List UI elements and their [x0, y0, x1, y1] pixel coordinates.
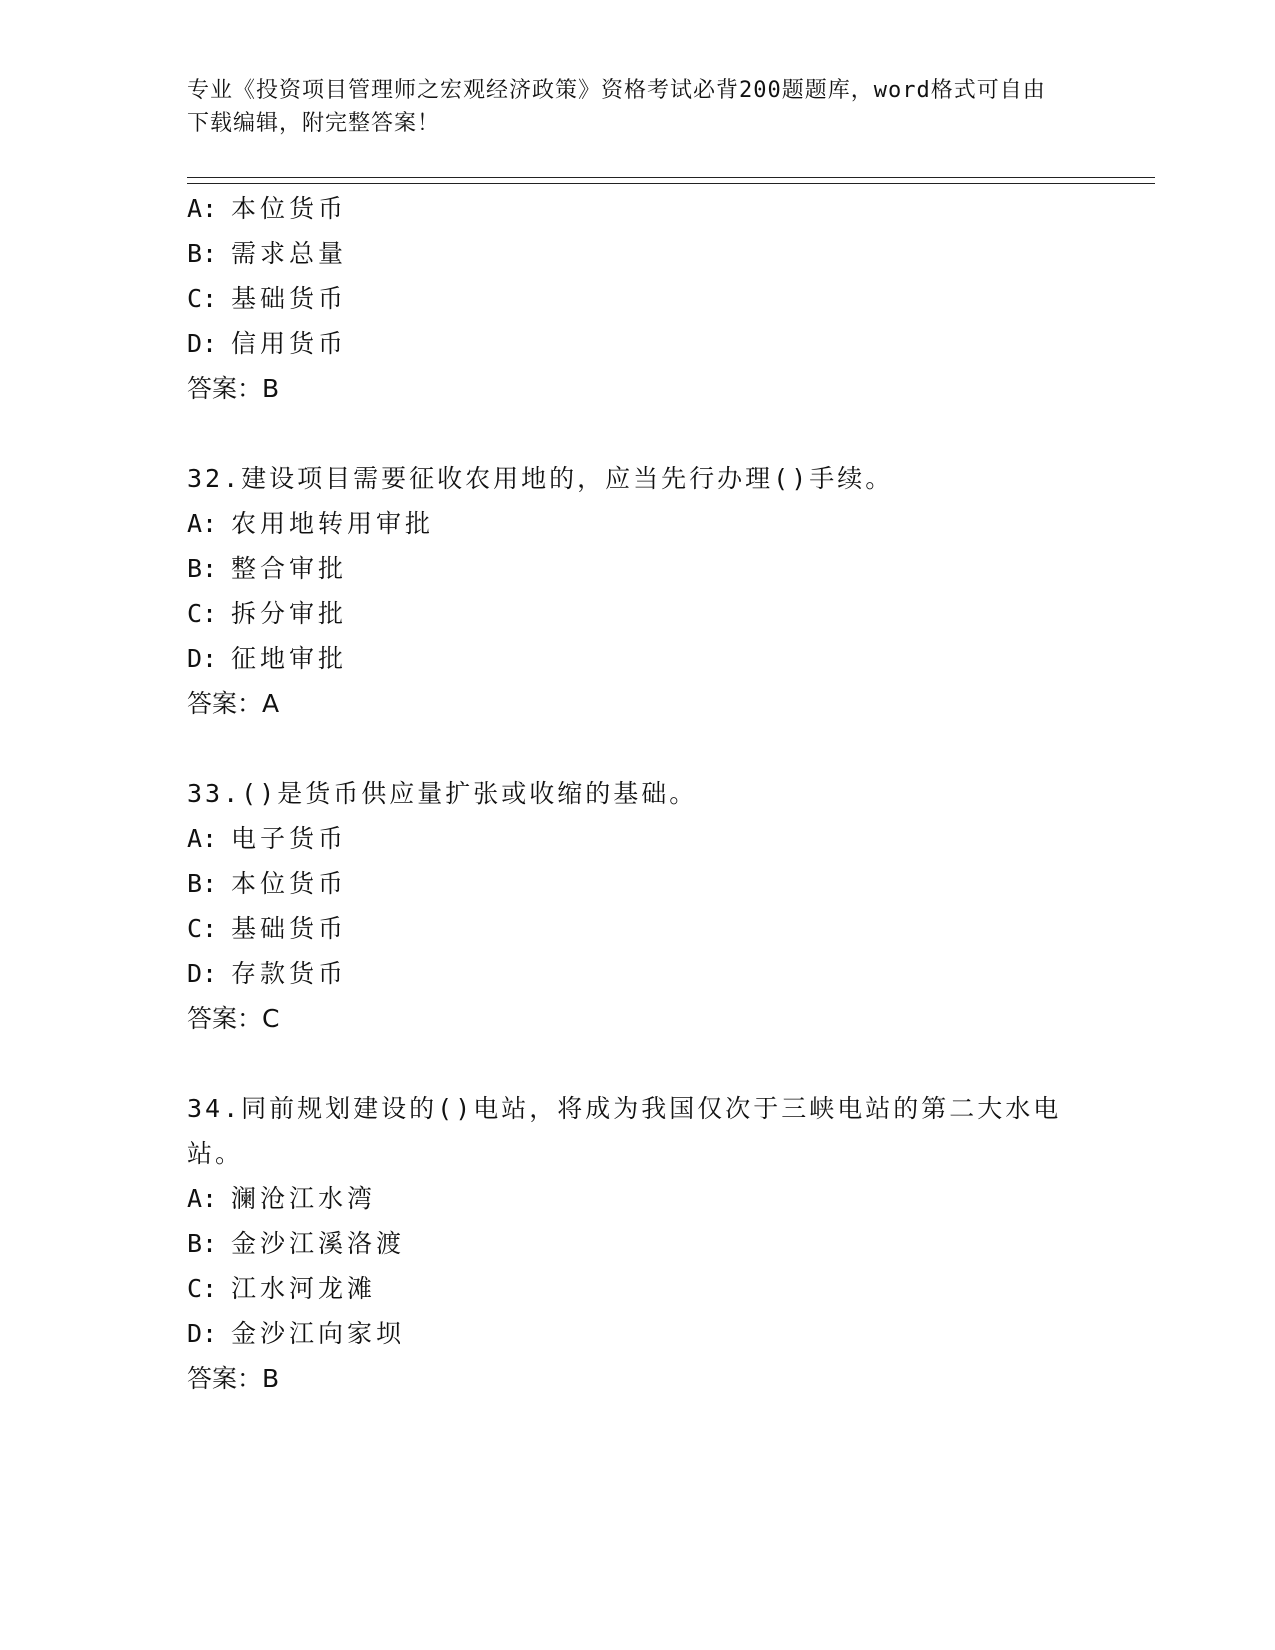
option-label: C: — [187, 284, 218, 313]
q33-answer: 答案：C — [187, 1004, 280, 1033]
option-text: 存款货币 — [231, 959, 348, 988]
q34-option-d — [187, 1318, 405, 1350]
q31-option-c — [187, 283, 347, 315]
option-label: A: — [187, 1184, 218, 1213]
option-text: 江水河龙滩 — [231, 1274, 377, 1303]
option-text: 本位货币 — [231, 869, 348, 898]
option-text: 澜沧江水湾 — [231, 1184, 377, 1213]
q31-option-a — [187, 193, 347, 225]
q33-option-d — [187, 958, 347, 990]
option-label: D: — [187, 959, 218, 988]
q32-option-a — [187, 508, 434, 540]
option-text: 基础货币 — [231, 284, 348, 313]
q31-option-b — [187, 238, 347, 270]
option-label: D: — [187, 1319, 218, 1348]
option-text: 农用地转用审批 — [231, 509, 435, 538]
option-text: 整合审批 — [231, 554, 348, 583]
q32-answer: 答案：A — [187, 689, 280, 718]
header-divider-top — [187, 177, 1155, 178]
option-label: B: — [187, 1229, 218, 1258]
option-text: 拆分审批 — [231, 599, 348, 628]
q34-option-a — [187, 1183, 376, 1215]
option-text: 电子货币 — [231, 824, 348, 853]
option-label: A: — [187, 194, 218, 223]
option-text: 本位货币 — [231, 194, 348, 223]
option-text: 金沙江溪洛渡 — [231, 1229, 406, 1258]
q34-stem: 34.同前规划建设的()电站，将成为我国仅次于三峡电站的第二大水电站。 — [187, 1094, 1062, 1168]
option-label: D: — [187, 644, 218, 673]
option-label: C: — [187, 914, 218, 943]
q32-option-b — [187, 553, 347, 585]
q32-stem: 32.建设项目需要征收农用地的，应当先行办理()手续。 — [187, 464, 894, 493]
option-label: D: — [187, 329, 218, 358]
header-divider-bottom — [187, 183, 1155, 184]
option-label: B: — [187, 239, 218, 268]
q34-option-c — [187, 1273, 376, 1305]
option-label: B: — [187, 554, 218, 583]
q32-option-d — [187, 643, 347, 675]
option-text: 需求总量 — [231, 239, 348, 268]
q34-option-b — [187, 1228, 405, 1260]
q32-option-c — [187, 598, 347, 630]
q31-option-d — [187, 328, 347, 360]
q33-option-b — [187, 868, 347, 900]
option-label: C: — [187, 1274, 218, 1303]
option-label: A: — [187, 509, 218, 538]
option-label: C: — [187, 599, 218, 628]
q33-stem: 33.()是货币供应量扩张或收缩的基础。 — [187, 779, 698, 808]
document-header: 专业《投资项目管理师之宏观经济政策》资格考试必背200题题库，word格式可自由下载编辑，附完整答案！ — [187, 78, 1046, 136]
option-label: A: — [187, 824, 218, 853]
option-text: 征地审批 — [231, 644, 348, 673]
option-text: 基础货币 — [231, 914, 348, 943]
option-label: B: — [187, 869, 218, 898]
option-text: 金沙江向家坝 — [231, 1319, 406, 1348]
q34-answer: 答案：B — [187, 1364, 280, 1393]
q31-answer: 答案：B — [187, 374, 280, 403]
q33-option-c — [187, 913, 347, 945]
option-text: 信用货币 — [231, 329, 348, 358]
q33-option-a — [187, 823, 347, 855]
